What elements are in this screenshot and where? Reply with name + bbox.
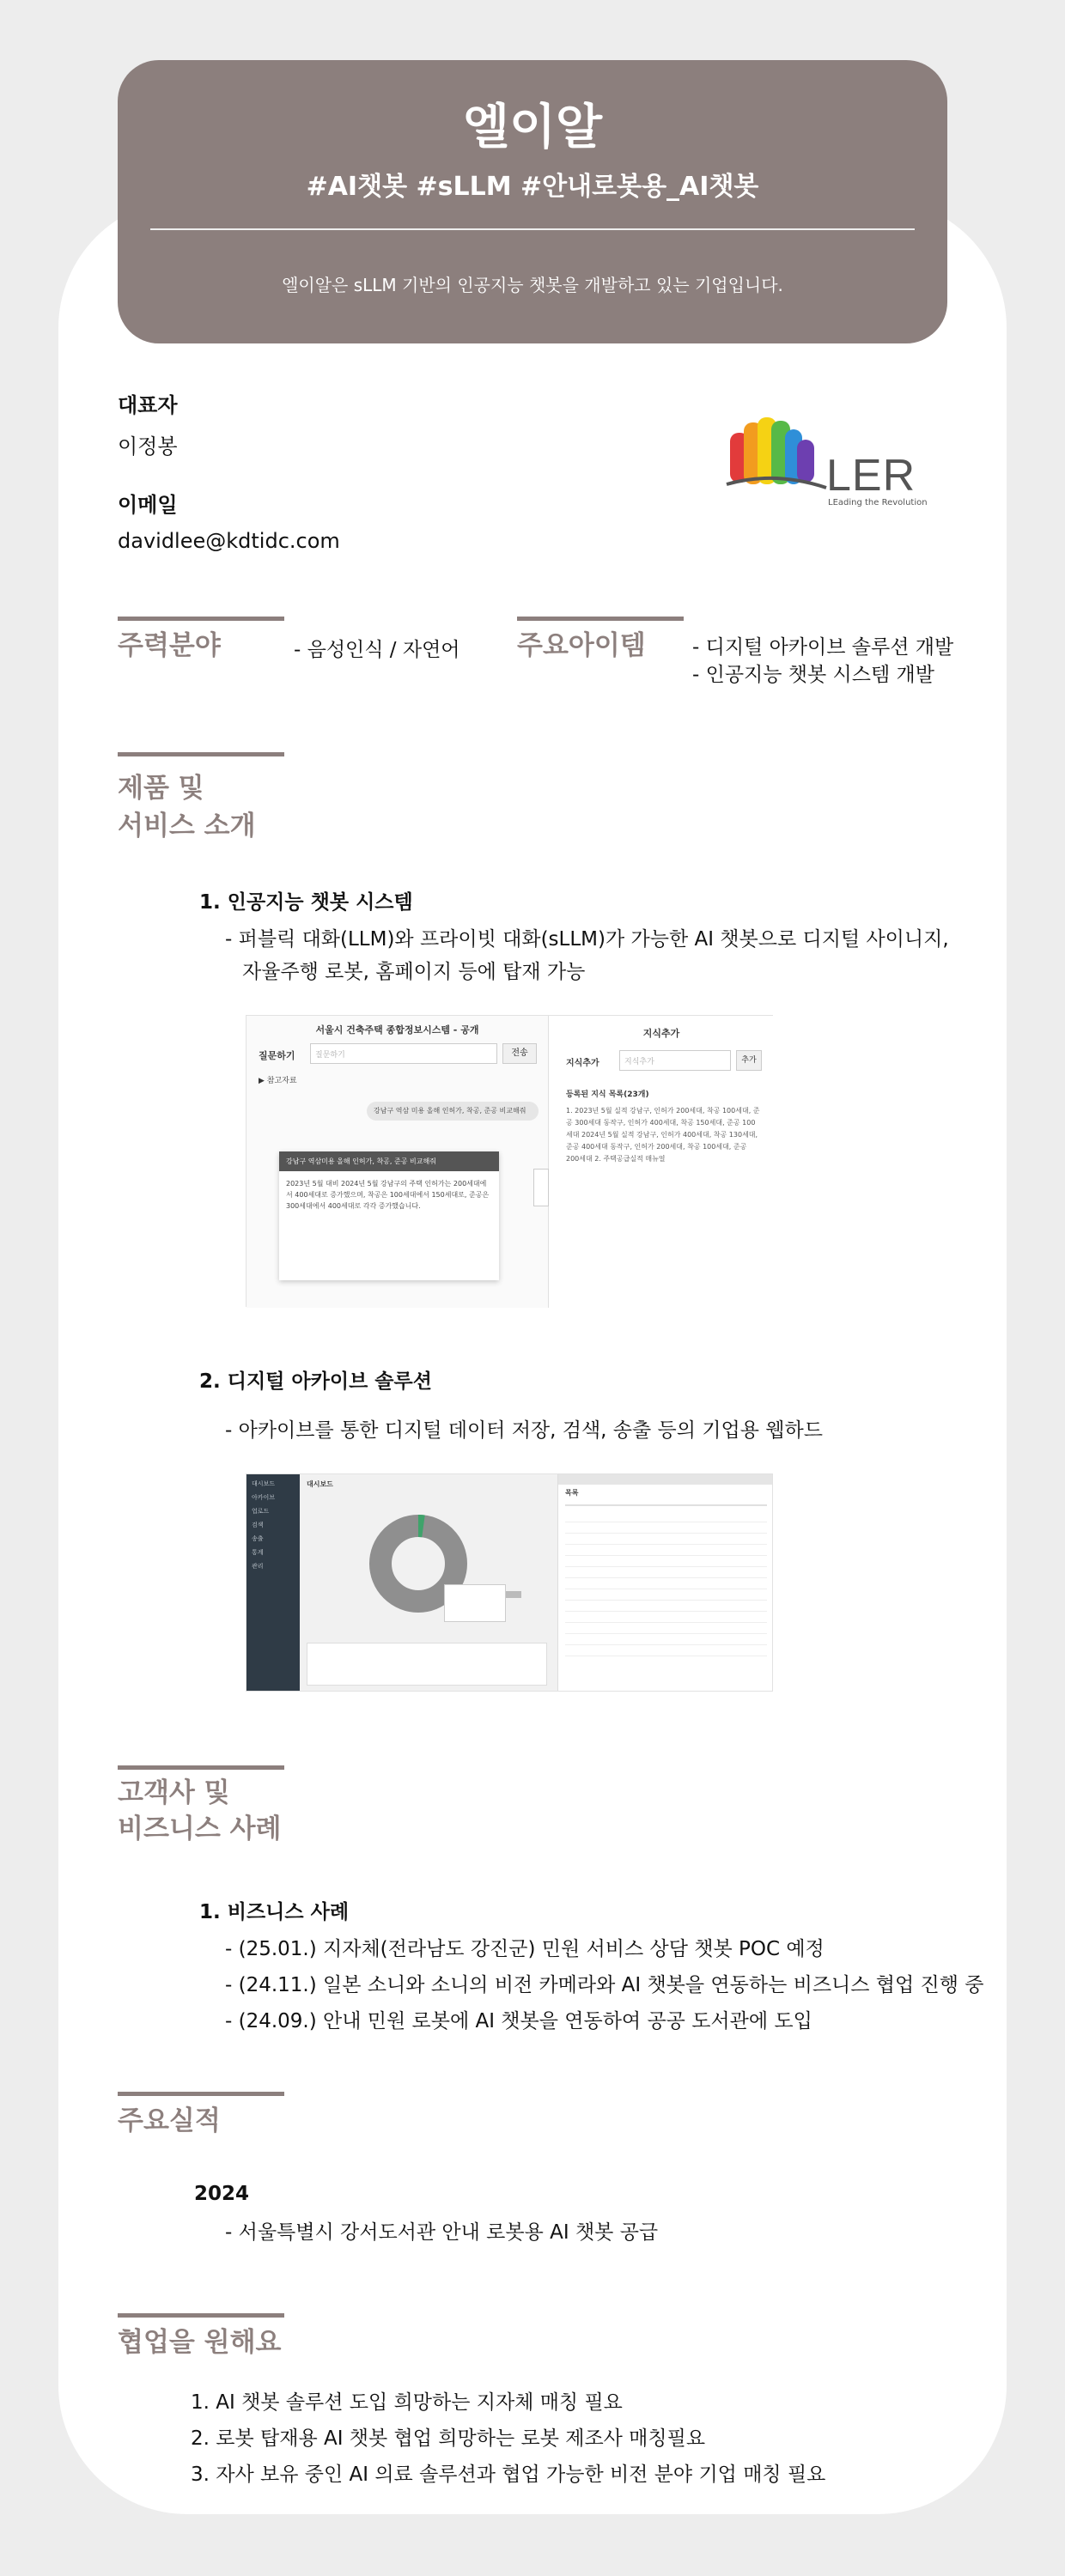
- reference-label: ▶ 참고자료: [259, 1077, 297, 1085]
- sidebar-menu-item[interactable]: 통계: [252, 1549, 264, 1556]
- product-1-title: 1. 인공지능 챗봇 시스템: [199, 891, 413, 914]
- products-title-line2: 서비스 소개: [118, 811, 256, 841]
- focus-area-title: 주력분야: [118, 630, 221, 661]
- archive-sidebar: [246, 1474, 300, 1692]
- sidebar-menu-item[interactable]: 업로드: [252, 1508, 270, 1515]
- email-value: davidlee@kdtidc.com: [118, 529, 340, 553]
- chart-tooltip: [444, 1584, 506, 1622]
- chatbot-screenshot: [246, 1015, 773, 1307]
- collab-item: 2. 로봇 탑재용 AI 챗봇 협업 희망하는 로봇 제조사 매칭필요: [191, 2427, 706, 2450]
- cases-bar: [118, 1765, 284, 1770]
- case-item: - (24.11.) 일본 소니와 소니의 비전 카메라와 AI 챗봇을 연동하는 비즈니스 협업 진행 중: [225, 1974, 984, 1996]
- list-divider: [565, 1504, 767, 1506]
- chat-panel-title: 서울시 건축주택 종합정보시스템 - 공개: [315, 1024, 479, 1036]
- file-list-table: [565, 1511, 767, 1666]
- achievements-bar: [118, 2092, 284, 2096]
- answer-body: 2023년 5월 대비 2024년 5월 강남구의 주택 인허가는 200세대에서 400세대로 증가했으며, 착공은 100세대에서 150세대로, 준공은 300세대에서 400세대로 각각 증가했습니다.: [286, 1180, 490, 1210]
- list-header: 목록: [565, 1489, 579, 1497]
- cases-title-line1: 고객사 및: [118, 1777, 230, 1808]
- logo-tagline: LEading the Revolution: [828, 498, 928, 507]
- sidebar-menu-item[interactable]: 대시보드: [252, 1480, 276, 1487]
- add-knowledge-button[interactable]: 추가: [736, 1050, 762, 1071]
- company-description: 엘이알은 sLLM 기반의 인공지능 챗봇을 개발하고 있는 기업입니다.: [282, 275, 783, 295]
- chat-panel: [246, 1016, 549, 1308]
- product-2-desc-line1: - 아카이브를 통한 디지털 데이터 저장, 검색, 송출 등의 기업용 웹하드: [225, 1419, 823, 1442]
- products-title-line1: 제품 및: [118, 773, 204, 804]
- achievement-year: 2024: [194, 2183, 250, 2205]
- answer-title: 강남구 역삼미용 올해 인허가, 착공, 준공 비교해줘: [279, 1151, 499, 1171]
- header-divider: [150, 228, 915, 230]
- sidebar-menu-item[interactable]: 관리: [252, 1563, 264, 1570]
- ask-input[interactable]: 질문하기: [310, 1043, 497, 1064]
- send-button[interactable]: 전송: [502, 1043, 537, 1064]
- knowledge-title: 지식추가: [642, 1028, 680, 1039]
- main-item: - 인공지능 챗봇 시스템 개발: [692, 664, 934, 686]
- archive-list-panel: [557, 1474, 773, 1692]
- achievement-item: - 서울특별시 강서도서관 안내 로봇용 AI 챗봇 공급: [225, 2221, 659, 2244]
- email-label: 이메일: [118, 493, 178, 517]
- dashboard-header: 대시보드: [307, 1480, 333, 1488]
- company-tags: #AI챗봇 #sLLM #안내로봇용_AI챗봇: [306, 172, 759, 202]
- logo-text: LER: [826, 451, 916, 501]
- dashboard-table: [307, 1643, 547, 1686]
- case-item: - (24.09.) 안내 민원 로봇에 AI 챗봇을 연동하여 공공 도서관에 도입: [225, 2010, 812, 2032]
- collab-title: 협업을 원해요: [118, 2327, 282, 2358]
- company-header: [118, 60, 947, 343]
- cases-item-title: 1. 비즈니스 사례: [199, 1901, 350, 1923]
- product-1-desc-line2: 자율주행 로봇, 홈페이지 등에 탑재 가능: [242, 961, 586, 983]
- sidebar-menu-item[interactable]: 아카이브: [252, 1494, 276, 1501]
- panel-toggle-button[interactable]: [533, 1169, 549, 1206]
- focus-area-item: - 음성인식 / 자연어: [294, 639, 460, 661]
- ceo-label: 대표자: [118, 393, 178, 417]
- company-logo: [723, 416, 928, 512]
- answer-card: [279, 1151, 499, 1280]
- case-item: - (25.01.) 지자체(전라남도 강진군) 민원 서비스 상담 챗봇 POC 예정: [225, 1938, 825, 1960]
- company-name: 엘이알: [462, 100, 603, 155]
- product-2-title: 2. 디지털 아카이브 솔루션: [199, 1370, 432, 1393]
- main-item: - 디지털 아카이브 솔루션 개발: [692, 636, 954, 659]
- collab-bar: [118, 2313, 284, 2318]
- collab-item: 3. 자사 보유 중인 AI 의료 솔루션과 협업 가능한 비전 분야 기업 매칭 필요: [191, 2464, 826, 2486]
- archive-dashboard: [300, 1474, 557, 1692]
- collab-item: 1. AI 챗봇 솔루션 도입 희망하는 지자체 매칭 필요: [191, 2391, 623, 2414]
- products-bar: [118, 752, 284, 756]
- focus-area-bar: [118, 617, 284, 621]
- user-bubble: 강남구 역삼 미용 올해 인허가, 착공, 준공 비교해줘: [367, 1102, 539, 1121]
- knowledge-panel: [549, 1016, 774, 1308]
- ask-label: 질문하기: [259, 1050, 295, 1061]
- ceo-value: 이정봉: [118, 434, 178, 459]
- knowledge-list-title: 등록된 지식 목록(23개): [566, 1091, 649, 1099]
- achievements-title: 주요실적: [118, 2105, 221, 2136]
- knowledge-label: 지식추가: [566, 1059, 599, 1068]
- product-1-desc-line1: - 퍼블릭 대화(LLM)와 프라이빗 대화(sLLM)가 가능한 AI 챗봇으로 디지털 사이니지,: [225, 928, 949, 951]
- knowledge-list: 1. 2023년 5월 실적 강남구, 인허가 200세대, 착공 100세대, 준공 300세대 동작구, 인허가 400세대, 착공 150세대, 준공 100세대 2024년 5월 실적 강남구, 인허가 400세대, 착공 130세대, 준공 400세대 동작구, 인허가 200세대, 착공 100세대, 준공 200세대 2. 주택공급실적 매뉴얼: [566, 1107, 760, 1163]
- main-items-bar: [517, 617, 684, 621]
- archive-screenshot: [246, 1473, 773, 1692]
- sidebar-menu-item[interactable]: 검색: [252, 1522, 264, 1528]
- knowledge-input[interactable]: 지식추가: [619, 1050, 731, 1071]
- main-items-title: 주요아이템: [517, 630, 646, 661]
- browser-tab-bar: [558, 1474, 773, 1485]
- cases-title-line2: 비즈니스 사례: [118, 1814, 282, 1844]
- sidebar-menu-item[interactable]: 송출: [252, 1535, 264, 1542]
